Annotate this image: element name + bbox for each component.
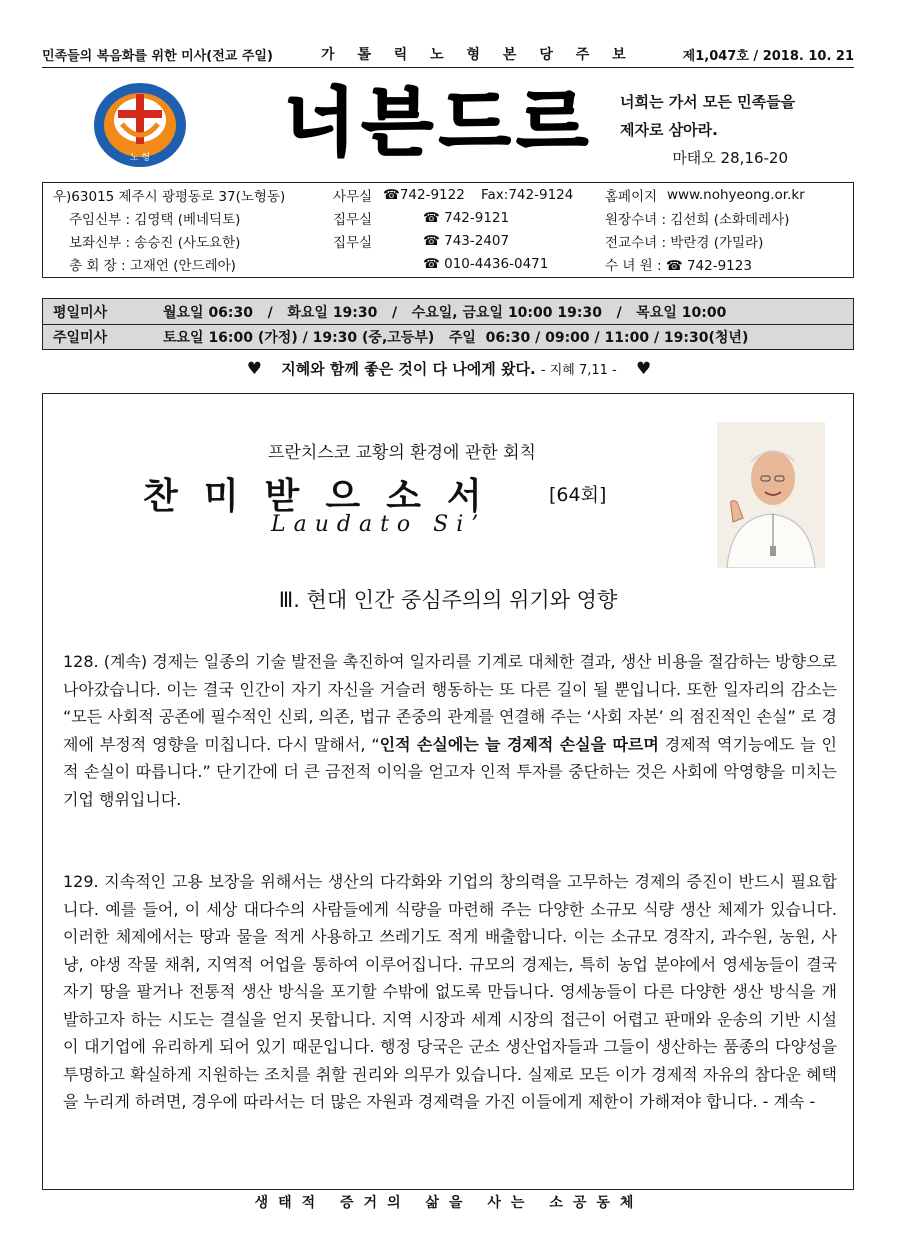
- assistant-office-label: 집무실: [333, 234, 373, 251]
- section-heading: Ⅲ. 현대 인간 중심주의의 위기와 영향: [278, 588, 618, 612]
- office-phone: ☎742-9122: [383, 186, 465, 203]
- heart-icon: ♥: [246, 359, 263, 379]
- quote-line-1: 너희는 가서 모든 민족들을: [620, 93, 796, 111]
- p128-text-b: 경제적 역기능에도 늘 인적 손실이 따릅니다.” 단기간에 더 큰 금전적 이익을 얻고자 인적 투자를 중단하는 것은 사회에 악영향을 미치는 기업 행위입니다.: [63, 734, 838, 809]
- parish-info-box: [42, 182, 854, 278]
- weekday-mass-label: 평일미사: [53, 304, 108, 321]
- issue-header: [42, 46, 854, 68]
- heart-icon: ♥: [635, 359, 652, 379]
- pastor-office-label: 집무실: [333, 211, 373, 228]
- office-label: 사무실: [333, 188, 373, 205]
- article-latin-title: Laudato Si’: [271, 512, 487, 537]
- assistant-phone: ☎ 743-2407: [423, 232, 510, 249]
- sunday-mass-times: 토요일 16:00 (가정) / 19:30 (중,고등부) 주일 06:30 / 09:00 / 11:00 / 19:30(청년): [163, 330, 749, 346]
- issue-occasion: 민족들의 복음화를 위한 미사(전교 주일): [42, 49, 273, 64]
- weekday-mass-times: 월요일 06:30 / 화요일 19:30 / 수요일, 금요일 10:00 19:30 / 목요일 10:00: [163, 304, 727, 321]
- council-president: 총 회 장 : 고재언 (안드레아): [69, 257, 236, 274]
- weekday-mass-row: [43, 299, 853, 324]
- address: 우)63015 제주시 광평동로 37(노형동): [53, 188, 286, 205]
- sunday-mass-label: 주일미사: [53, 330, 108, 346]
- pastor-phone: ☎ 742-9121: [423, 209, 510, 226]
- paragraph-129: 129. 지속적인 고용 보장을 위해서는 생산의 다각화와 기업의 창의력을 고무하는 경제의 증진이 반드시 필요합니다. 예를 들어, 이 세상 대다수의 사람들에게 식량을 마련해 주는 다양한 소규모 식량 생산 체제가 있습니다. 이러한 체제에서는 땅과 물을 적게 사용하고 쓰레기도 적게 배출합니다. 이는 소규모 경작지, 과수원, 농원, 사냥, 야생 작물 채취, 지역적 어업을 통하여 이루어집니다. 규모의 경제는, 특히 농업 분야에서 영세농들이 결국 자기 땅을 팔거나 전통적 생산 방식을 포기할 수밖에 없도록 만듭니다. 영세농들이 다른 다양한 생산 방식을 개발하고자 하는 시도는 결실을 얻지 못합니다. 지역 시장과 세계 시장의 접근이 어렵고 판매와 운송의 기반 시설이 대기업에 유리하게 되어 있기 때문입니다. 행정 당국은 군소 생산업자들과 그들이 생산하는 품종의 다양성을 투명하고 확실하게 지원하는 조치를 취할 권리와 의무가 있습니다. 실제로 모든 이가 경제적 자유의 참다운 혜택을 누리게 하려면, 경우에 따라서는 더 많은 자원과 경제력을 가진 이들에게 제한이 가해져야 합니다. - 계속 -: [63, 872, 837, 1111]
- issue-number-date: 제1,047호 / 2018. 10. 21: [682, 49, 854, 64]
- quote-reference: 마태오 28,16-20: [672, 149, 788, 167]
- bulletin-name: 가 톨 릭 노 형 본 당 주 보: [320, 47, 635, 63]
- scripture-quote: [620, 88, 795, 172]
- footer-slogan: 생태적 증거의 삶을 사는 소공동체: [254, 1195, 644, 1211]
- motto-text: 지혜와 함께 좋은 것이 다 나에게 왔다.: [281, 360, 536, 378]
- article-title: 찬미받으소서: [143, 476, 508, 517]
- president-phone: ☎ 010-4436-0471: [423, 255, 549, 272]
- parish-logo-icon: [92, 80, 188, 170]
- article-episode: [64회]: [549, 484, 607, 506]
- pope-portrait-image: [717, 422, 825, 568]
- pastor: 주임신부 : 김영택 (베네딕토): [69, 211, 241, 228]
- sunday-mass-row: [43, 324, 853, 349]
- p128-text-a: 128. (계속) 경제는 일종의 기술 발전을 촉진하여 일자리를 기계로 대체한 결과, 생산 비용을 절감하는 방향으로 나아갔습니다. 이는 결국 인간이 자기 자신을 거슬러 행동하는 또 다른 길이 될 뿐입니다. 또한 일자리의 감소는 “모든 사회적 공존에 필수적인 신뢰, 의존, 법규 존중의 관계를 연결해 주는 ‘사회 자본’ 의 점진적인 손실” 로 경제에 부정적 영향을 미칩니다. 다시 말해서, “: [63, 652, 837, 754]
- motto-reference: - 지혜 7,11 -: [540, 363, 617, 378]
- assistant-priest: 보좌신부 : 송승진 (사도요한): [69, 234, 241, 251]
- superior-sister: 원장수녀 : 김선희 (소화데레사): [605, 211, 790, 228]
- missionary-sister: 전교수녀 : 박란경 (가밀라): [605, 234, 764, 251]
- article-box: [42, 393, 854, 1190]
- logo-text: 노 형: [129, 153, 151, 163]
- article-subtitle: 프란치스코 교황의 환경에 관한 회칙: [268, 443, 536, 463]
- homepage-label: 홈페이지: [605, 188, 658, 205]
- p128-bold-text: 인적 손실에는 늘 경제적 손실을 따르며: [379, 734, 659, 754]
- masthead-title: 너븐드르: [284, 80, 594, 166]
- paragraph-128: [63, 648, 837, 813]
- homepage-link[interactable]: www.nohyeong.or.kr: [667, 186, 805, 203]
- weekly-motto: [0, 358, 898, 379]
- fax: Fax:742-9124: [481, 186, 574, 203]
- quote-line-2: 제자로 삼아라.: [620, 121, 718, 139]
- mass-schedule: [42, 298, 854, 350]
- convent-phone: 수 녀 원 : ☎ 742-9123: [605, 257, 752, 274]
